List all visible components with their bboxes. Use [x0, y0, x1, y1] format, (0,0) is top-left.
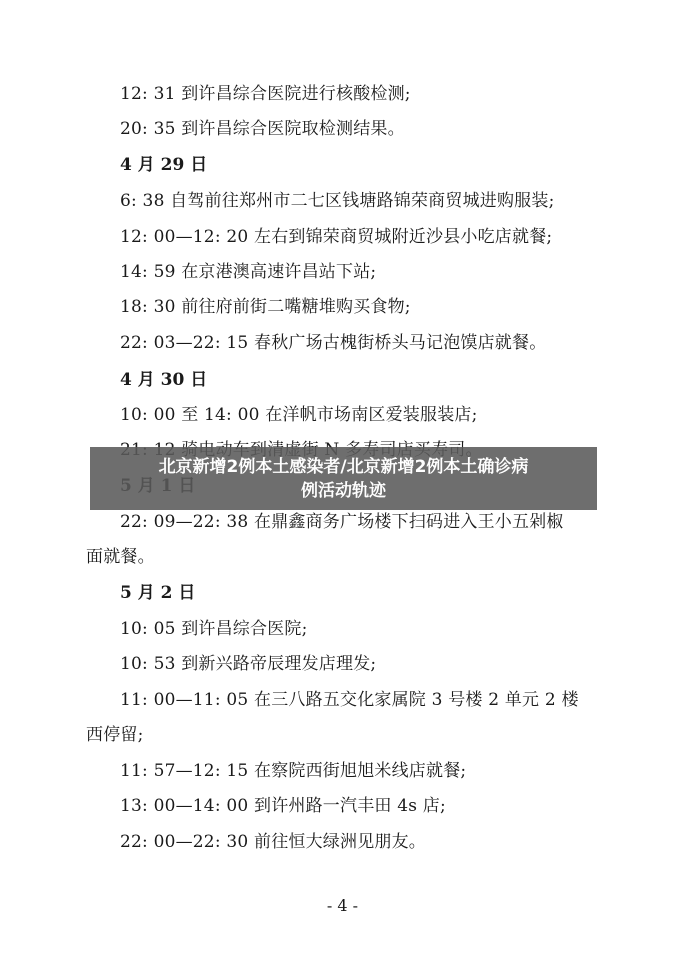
itinerary-line: 18: 30 前往府前街二嘴糖堆购买食物;: [120, 297, 411, 317]
itinerary-line: 22: 00—22: 30 前往恒大绿洲见朋友。: [120, 832, 426, 852]
itinerary-line: 14: 59 在京港澳高速许昌站下站;: [120, 262, 377, 282]
itinerary-line: 11: 57—12: 15 在察院西街旭旭米线店就餐;: [120, 761, 467, 781]
itinerary-line: 10: 53 到新兴路帝辰理发店理发;: [120, 654, 377, 674]
overlay-title-line: 北京新增2例本土感染者/北京新增2例本土确诊病: [158, 456, 529, 477]
itinerary-line: 12: 31 到许昌综合医院进行核酸检测;: [120, 84, 411, 104]
date-heading: 4 月 29 日: [120, 155, 208, 175]
overlay-title-line: 例活动轨迹: [301, 480, 386, 501]
itinerary-line: 10: 05 到许昌综合医院;: [120, 619, 308, 639]
page-number: - 4 -: [326, 896, 359, 915]
itinerary-line: 22: 03—22: 15 春秋广场古槐街桥头马记泡馍店就餐。: [120, 333, 547, 353]
title-overlay-banner: [90, 447, 597, 510]
date-heading: 5 月 2 日: [120, 583, 196, 603]
itinerary-line-continuation: 西停留;: [86, 725, 144, 745]
itinerary-line: 12: 00—12: 20 左右到锦荣商贸城附近沙县小吃店就餐;: [120, 227, 553, 247]
itinerary-line: 20: 35 到许昌综合医院取检测结果。: [120, 119, 405, 139]
itinerary-line-continuation: 面就餐。: [86, 547, 155, 567]
date-heading: 4 月 30 日: [120, 370, 208, 390]
itinerary-line: 11: 00—11: 05 在三八路五交化家属院 3 号楼 2 单元 2 楼: [120, 690, 579, 710]
itinerary-line: 6: 38 自驾前往郑州市二七区钱塘路锦荣商贸城进购服装;: [120, 191, 555, 211]
itinerary-line: 10: 00 至 14: 00 在洋帆市场南区爱装服装店;: [120, 405, 478, 425]
itinerary-line: 13: 00—14: 00 到许州路一汽丰田 4s 店;: [120, 796, 446, 816]
itinerary-line: 22: 09—22: 38 在鼎鑫商务广场楼下扫码进入王小五剁椒: [120, 512, 564, 532]
